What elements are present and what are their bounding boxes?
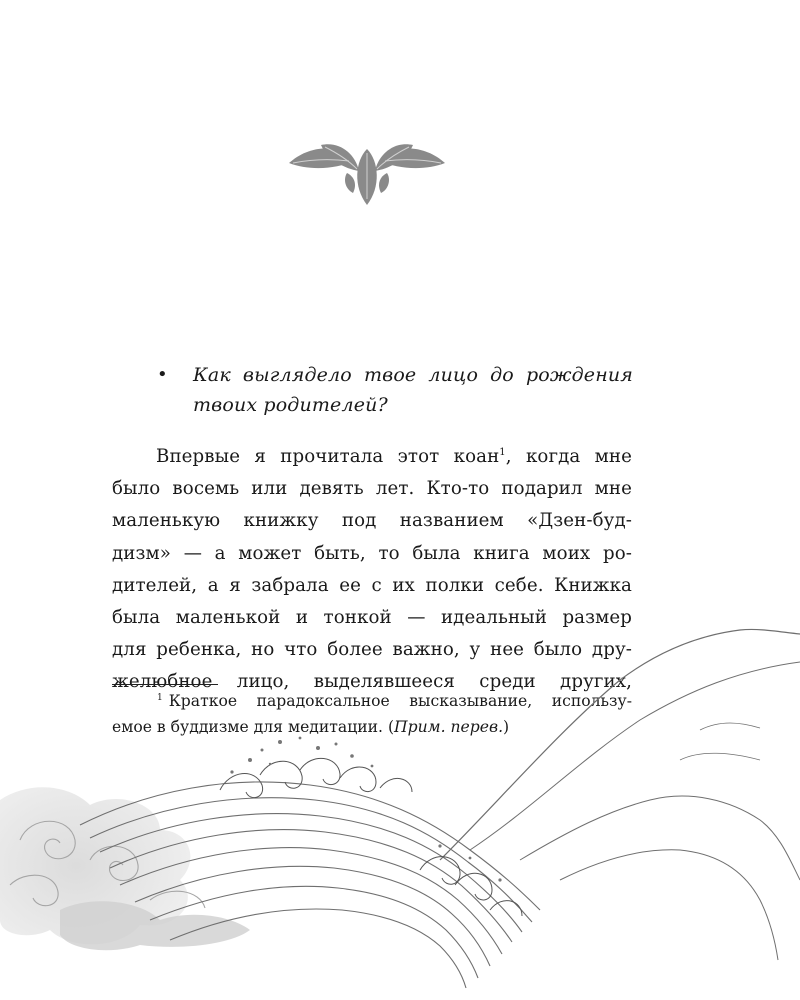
footnote-line: емое в буддизме для медитации. (Прим. перев.) [112, 718, 510, 736]
paragraph-line: дителей, а я забрала ее с их полки себе. Книжка [112, 574, 632, 596]
translator-note-label: Прим. перев. [394, 718, 504, 736]
paragraph-line: маленькую книжку под названием «Дзен-буд- [112, 510, 632, 532]
paragraph-line: дизм» — а может быть, то была книга моих ро- [112, 542, 632, 564]
paragraph-line: желюбное лицо, выделявшееся среди других, [112, 671, 632, 693]
paragraph-line: Впервые я прочитала этот коан$^1$, когда мне [156, 446, 632, 467]
paragraph-line: была маленькой и тонкой — идеальный размер [112, 606, 632, 628]
bullet-list-item [150, 360, 633, 420]
footnote-line: $^1$ Краткое парадоксальное высказывание, использу- [157, 692, 632, 710]
footnote-reference: 1 [499, 447, 506, 458]
bullet-marker: • [157, 364, 168, 385]
koan-question: Как выглядело твое лицо до рождения твоих родителей? [193, 364, 633, 416]
wave-illustration-icon [0, 610, 800, 1000]
paragraph-line: для ребенка, но что более важно, у нее было дру- [112, 639, 632, 661]
footnote-marker: 1 [157, 693, 163, 703]
bamboo-leaves-icon [287, 135, 447, 207]
paragraph-line: было восемь или девять лет. Кто-то подарил мне [112, 478, 632, 500]
